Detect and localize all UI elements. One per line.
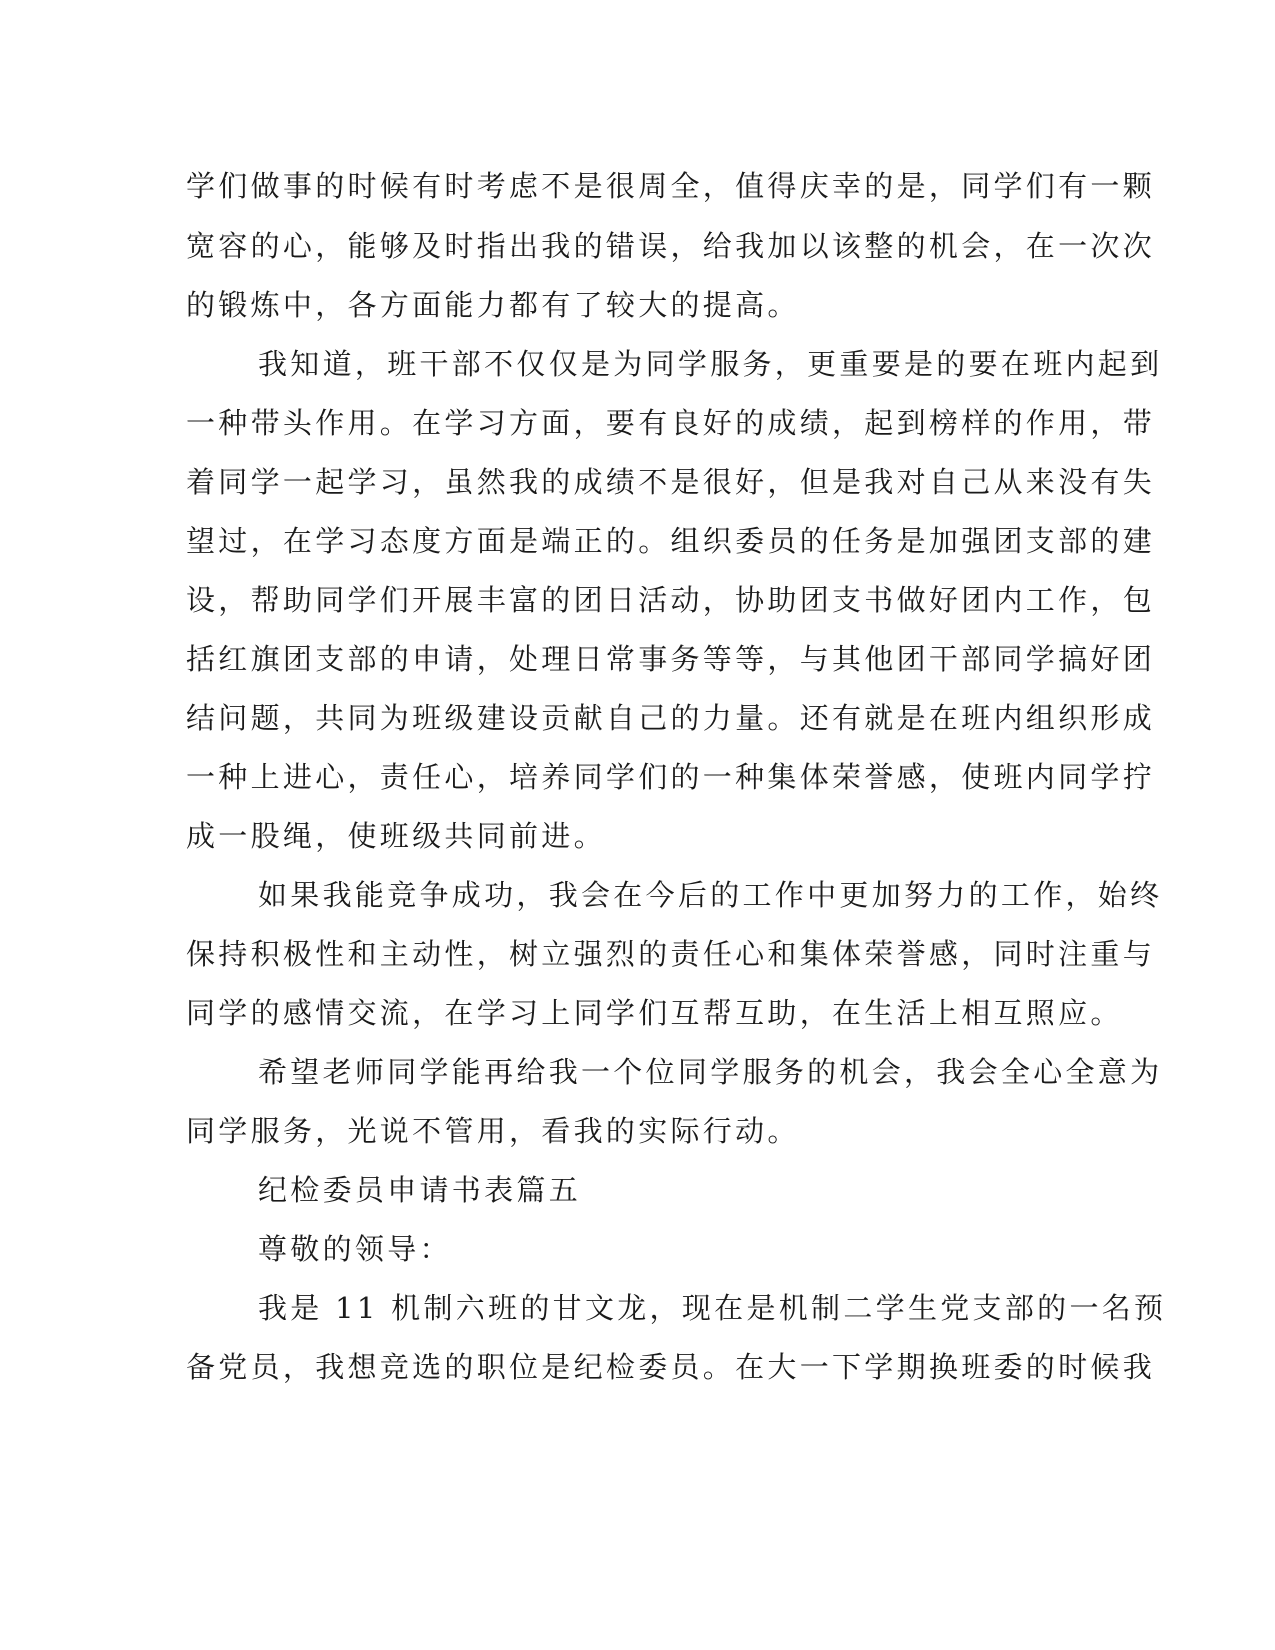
text-line: 备党员，我想竞选的职位是纪检委员。在大一下学期换班委的时候我: [186, 1350, 1156, 1384]
text-line: 望过，在学习态度方面是端正的。组织委员的任务是加强团支部的建: [186, 524, 1156, 558]
text-line: 希望老师同学能再给我一个位同学服务的机会，我会全心全意为: [258, 1055, 1163, 1089]
text-line: 我是 11 机制六班的甘文龙，现在是机制二学生党支部的一名预: [258, 1291, 1167, 1325]
text-line: 同学的感情交流，在学习上同学们互帮互助，在生活上相互照应。: [186, 996, 1123, 1030]
text-line: 如果我能竞争成功，我会在今后的工作中更加努力的工作，始终: [258, 878, 1163, 912]
text-line: 宽容的心，能够及时指出我的错误，给我加以该整的机会，在一次次: [186, 229, 1156, 263]
text-line: 的锻炼中，各方面能力都有了较大的提高。: [186, 288, 800, 322]
text-line: 结问题，共同为班级建设贡献自己的力量。还有就是在班内组织形成: [186, 701, 1156, 735]
text-line: 我知道，班干部不仅仅是为同学服务，更重要是的要在班内起到: [258, 347, 1163, 381]
text-line: 保持积极性和主动性，树立强烈的责任心和集体荣誉感，同时注重与: [186, 937, 1156, 971]
text-line: 一种带头作用。在学习方面，要有良好的成绩，起到榜样的作用，带: [186, 406, 1156, 440]
text-line: 一种上进心，责任心，培养同学们的一种集体荣誉感，使班内同学拧: [186, 760, 1156, 794]
text-line: 括红旗团支部的申请，处理日常事务等等，与其他团干部同学搞好团: [186, 642, 1156, 676]
text-line: 设，帮助同学们开展丰富的团日活动，协助团支书做好团内工作，包: [186, 583, 1156, 617]
text-line: 着同学一起学习，虽然我的成绩不是很好，但是我对自己从来没有失: [186, 465, 1156, 499]
section-heading: 纪检委员申请书表篇五: [258, 1173, 582, 1207]
text-line: 学们做事的时候有时考虑不是很周全，值得庆幸的是，同学们有一颗: [186, 169, 1156, 203]
text-line: 同学服务，光说不管用，看我的实际行动。: [186, 1114, 800, 1148]
salutation: 尊敬的领导：: [258, 1232, 452, 1266]
text-line: 成一股绳，使班级共同前进。: [186, 819, 606, 853]
